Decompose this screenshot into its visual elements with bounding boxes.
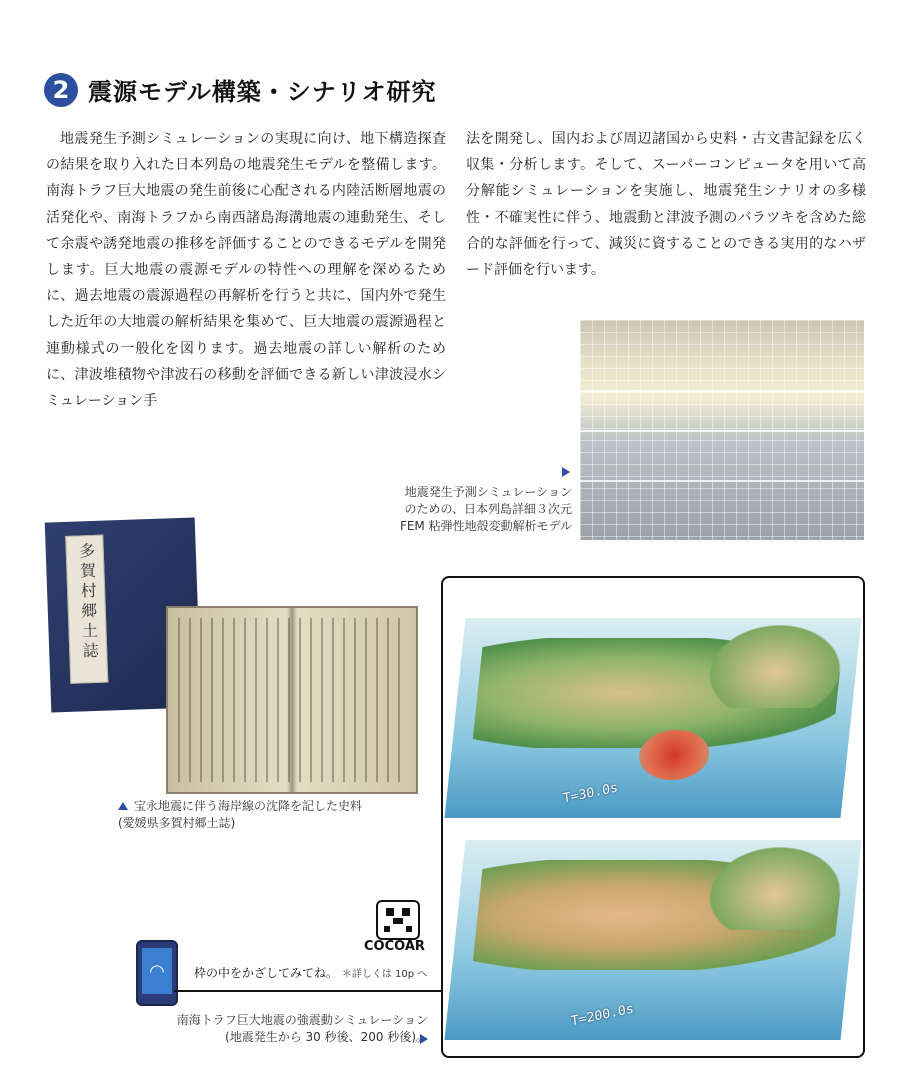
section-heading <box>44 72 437 107</box>
book-open-image <box>166 606 418 794</box>
fem-model-image <box>580 320 864 540</box>
wifi-icon: ◠ <box>142 948 172 994</box>
body-text-left: 地震発生予測シミュレーションの実現に向け、地下構造探査の結果を取り入れた日本列島の地震発生モデルを整備します。南海トラフ巨大地震の発生前後に心配される内陸活断層地震の活発化や、南海トラフから南西諸島海溝地震の連動発生、そして余震や誘発地震の推移を評価することのできるモデルを開発します。巨大地震の震源モデルの特性への理解を深めるために、過去地震の震源過程の再解析を行うと共に、国内外で発生した近年の大地震の解析結果を集めて、巨大地震の震源過程と連動様式の一般化を図ります。過去地震の詳しい解析のために、津波堆積物や津波石の移動を評価できる新しい津波浸水シミュレーション手 <box>46 131 446 410</box>
section-number-badge: 2 <box>44 73 78 107</box>
cocoar-label: COCOAR <box>364 939 425 954</box>
fem-caption-arrow-icon <box>562 467 570 477</box>
ar-pointer-line <box>174 990 442 992</box>
simulation-caption: 南海トラフ巨大地震の強震動シミュレーション (地震発生から 30 秒後、200 秒後)。 <box>176 1013 428 1044</box>
book-cover-title: 多賀村郷土誌 <box>76 541 100 663</box>
time-label-t30: T=30.0s <box>562 780 619 807</box>
cocoar-icon <box>376 900 420 940</box>
section-title: 震源モデル構築・シナリオ研究 <box>88 78 437 106</box>
time-label-t200: T=200.0s <box>570 1001 635 1030</box>
fem-caption: 地震発生予測シミュレーション のための、日本列島詳細３次元 FEM 粘弾性地殻変動解析モデル <box>399 485 572 533</box>
smartphone-icon <box>136 940 178 1006</box>
simulation-panel[interactable] <box>441 576 865 1058</box>
body-text-right: 法を開発し、国内および周辺諸国から史料・古文書記録を広く収集・分析します。そして、スーパーコンピュータを用いて高分解能シミュレーションを実施し、地震発生シナリオの多様性・不確実性に伴う、地震動と津波予測のバラツキを含めた総合的な評価を行って、減災に資することのできる実用的なハザード評価を行います。 <box>466 131 866 279</box>
ar-note: ＊詳しくは 10p へ <box>341 969 428 980</box>
simulation-caption-arrow-icon <box>420 1034 428 1044</box>
book-caption: 宝永地震に伴う海岸線の沈降を記した史料 (愛媛県多賀村郷土誌) <box>118 799 363 830</box>
caption-up-arrow-icon <box>118 802 128 810</box>
simulation-map-t200 <box>444 840 861 1040</box>
simulation-map-t30 <box>444 618 861 818</box>
ar-instruction: 枠の中をかざしてみてね。 ＊詳しくは 10p へ <box>194 966 428 980</box>
